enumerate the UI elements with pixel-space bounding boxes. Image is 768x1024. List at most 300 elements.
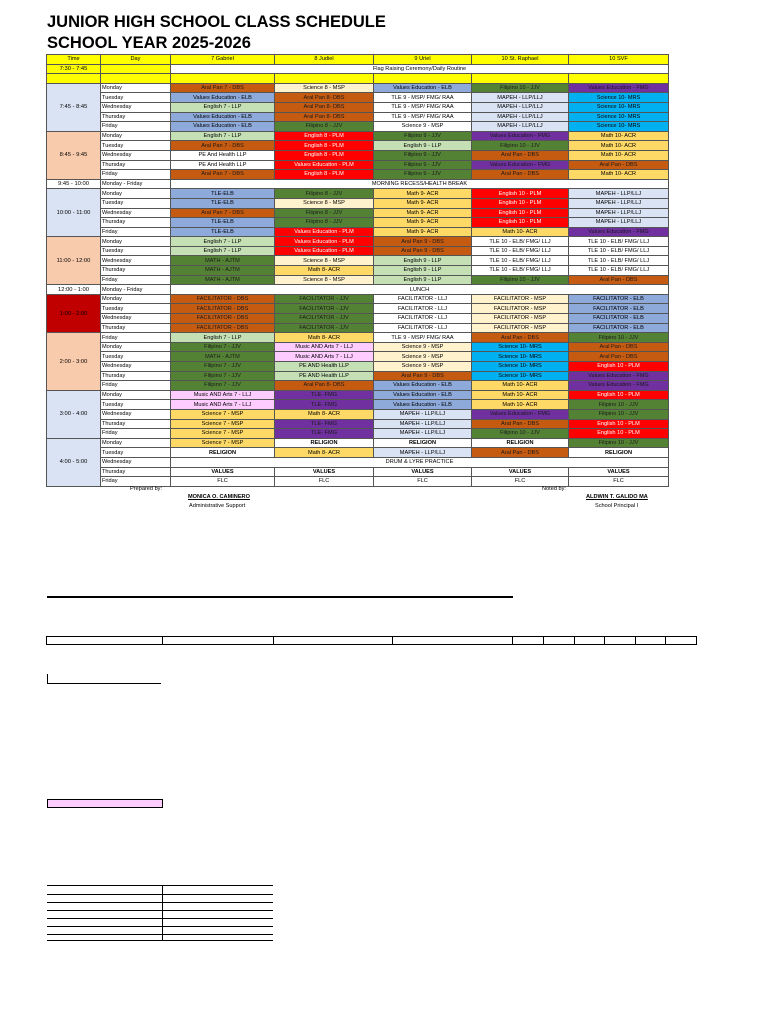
day-cell: Monday bbox=[101, 342, 171, 352]
schedule-row bbox=[47, 294, 669, 304]
subject-cell: Values Education - FMG bbox=[472, 131, 569, 141]
short-line bbox=[47, 683, 161, 684]
subject-cell: MAPEH - LLP/LLJ bbox=[472, 112, 569, 122]
day-cell: Thursday bbox=[101, 323, 171, 333]
subject-cell: Math 9- ACR bbox=[374, 189, 472, 199]
day-cell: Wednesday bbox=[101, 362, 171, 372]
subject-cell: Values Education - ELB bbox=[374, 390, 472, 400]
subject-cell: FLC bbox=[569, 477, 669, 487]
subject-cell: English 7 - LLP bbox=[171, 237, 275, 247]
day-cell: Friday bbox=[101, 333, 171, 343]
subject-cell: English 7 - LLP bbox=[171, 131, 275, 141]
subject-cell: Science 10- MRS bbox=[472, 342, 569, 352]
schedule-row bbox=[47, 323, 669, 333]
day-cell: Wednesday bbox=[101, 457, 171, 467]
subject-cell: TLE 10 - ELB/ FMG/ LLJ bbox=[569, 246, 669, 256]
time-slot-cell: 4:00 - 5:00 bbox=[47, 438, 101, 486]
subject-cell: FACILITATOR - JJV bbox=[275, 304, 374, 314]
subject-cell: Math 10- ACR bbox=[569, 150, 669, 160]
time-slot-cell: 10:00 - 11:00 bbox=[47, 189, 101, 237]
subject-cell: Aral Pan - DBS bbox=[569, 160, 669, 170]
subject-cell: TLE- FMG bbox=[275, 390, 374, 400]
subject-cell bbox=[374, 74, 472, 84]
subject-cell: Music AND Arts 7 - LLJ bbox=[275, 352, 374, 362]
subject-cell: Filipino 7 - JJV bbox=[171, 362, 275, 372]
day-cell: Tuesday bbox=[101, 352, 171, 362]
subject-cell: English 10 - PLM bbox=[569, 429, 669, 439]
divider-line bbox=[47, 596, 513, 598]
subject-cell: Math 8- ACR bbox=[275, 448, 374, 458]
subject-cell: MAPEH - LLP/LLJ bbox=[472, 122, 569, 132]
day-cell bbox=[101, 74, 171, 84]
subject-cell: RELIGION bbox=[171, 448, 275, 458]
subject-cell bbox=[171, 74, 275, 84]
subject-cell: Filipino 10 - JJV bbox=[472, 141, 569, 151]
subject-cell: FACILITATOR - ELB bbox=[569, 304, 669, 314]
subject-cell: TLE 9 - MSP/ FMG/ RAA bbox=[374, 93, 472, 103]
day-cell: Friday bbox=[101, 275, 171, 285]
subject-cell: Filipino 10 - JJV bbox=[569, 400, 669, 410]
subject-cell: TLE 10 - ELB/ FMG/ LLJ bbox=[569, 256, 669, 266]
subject-cell: FACILITATOR - JJV bbox=[275, 294, 374, 304]
subject-cell: Science 8 - MSP bbox=[275, 275, 374, 285]
subject-cell: Filipino 8 - JJV bbox=[275, 122, 374, 132]
day-cell: Thursday bbox=[101, 112, 171, 122]
schedule-row bbox=[47, 390, 669, 400]
schedule-row bbox=[47, 285, 669, 295]
subject-cell: Math 10- ACR bbox=[569, 170, 669, 180]
schedule-row bbox=[47, 237, 669, 247]
subject-cell: Science 8 - MSP bbox=[275, 198, 374, 208]
schedule-row bbox=[47, 314, 669, 324]
prepared-by-name: MONICA O. CAMINERO bbox=[188, 494, 250, 500]
empty-grid-row bbox=[46, 636, 697, 645]
schedule-row bbox=[47, 352, 669, 362]
subject-cell: MATH - AJTM bbox=[171, 256, 275, 266]
subject-cell: FACILITATOR - ELB bbox=[569, 314, 669, 324]
day-cell: Thursday bbox=[101, 467, 171, 477]
time-slot-cell: 11:00 - 12:00 bbox=[47, 237, 101, 285]
subject-cell: MAPEH - LLP/LLJ bbox=[374, 409, 472, 419]
subject-cell: FLC bbox=[472, 477, 569, 487]
subject-cell: Values Education - ELB bbox=[374, 381, 472, 391]
subject-cell: PE And Health LLP bbox=[171, 150, 275, 160]
span-cell: DRUM & LYRE PRACTICE bbox=[171, 457, 669, 467]
subject-cell: TLE 10 - ELB/ FMG/ LLJ bbox=[472, 246, 569, 256]
subject-cell: Math 8- ACR bbox=[275, 409, 374, 419]
subject-cell: Science 9 - MSP bbox=[374, 352, 472, 362]
day-cell: Monday bbox=[101, 83, 171, 93]
schedule-row bbox=[47, 477, 669, 487]
subject-cell: Filipino 8 - JJV bbox=[275, 208, 374, 218]
schedule-row bbox=[47, 246, 669, 256]
day-cell: Tuesday bbox=[101, 246, 171, 256]
subject-cell: TLE-ELB bbox=[171, 227, 275, 237]
subject-cell: FACILITATOR - DBS bbox=[171, 323, 275, 333]
span-cell: MORNING RECESS/HEALTH BREAK bbox=[171, 179, 669, 189]
day-cell: Tuesday bbox=[101, 400, 171, 410]
subject-cell: Aral Pan 9 - DBS bbox=[374, 246, 472, 256]
subject-cell: English 8 - PLM bbox=[275, 150, 374, 160]
subject-cell: Values Education - FMG bbox=[569, 371, 669, 381]
subject-cell: Aral Pan 7 - DBS bbox=[171, 83, 275, 93]
subject-cell: RELIGION bbox=[472, 438, 569, 448]
day-cell: Friday bbox=[101, 381, 171, 391]
noted-by-label: Noted by: bbox=[542, 486, 566, 492]
subject-cell: Aral Pan 9 - DBS bbox=[374, 371, 472, 381]
subject-cell: TLE- FMG bbox=[275, 429, 374, 439]
subject-cell: TLE- FMG bbox=[275, 400, 374, 410]
schedule-row bbox=[47, 304, 669, 314]
time-slot-cell: 12:00 - 1:00 bbox=[47, 285, 101, 295]
day-cell: Thursday bbox=[101, 419, 171, 429]
subject-cell: Filipino 7 - JJV bbox=[171, 381, 275, 391]
subject-cell: Filipino 8 - JJV bbox=[275, 189, 374, 199]
schedule-row bbox=[47, 160, 669, 170]
day-cell bbox=[101, 64, 171, 74]
day-cell: Monday bbox=[101, 131, 171, 141]
day-cell: Friday bbox=[101, 477, 171, 487]
subject-cell: Aral Pan 8- DBS bbox=[275, 381, 374, 391]
subject-cell: TLE 9 - MSP/ FMG/ RAA bbox=[374, 112, 472, 122]
subject-cell: Music AND Arts 7 - LLJ bbox=[171, 400, 275, 410]
subject-cell: Math 10- ACR bbox=[569, 141, 669, 151]
schedule-row bbox=[47, 131, 669, 141]
header-cell: 9 Uriel bbox=[374, 55, 472, 65]
subject-cell: Filipino 10 - JJV bbox=[472, 83, 569, 93]
class-schedule-table bbox=[46, 54, 669, 487]
day-cell: Wednesday bbox=[101, 314, 171, 324]
subject-cell: Aral Pan - DBS bbox=[472, 448, 569, 458]
subject-cell: Values Education - PLM bbox=[275, 246, 374, 256]
subject-cell: English 8 - PLM bbox=[275, 141, 374, 151]
short-line-tick bbox=[47, 674, 48, 684]
subject-cell: MAPEH - LLP/LLJ bbox=[472, 93, 569, 103]
time-slot-cell: 7:45 - 8:45 bbox=[47, 83, 101, 131]
schedule-row bbox=[47, 438, 669, 448]
schedule-row bbox=[47, 150, 669, 160]
subject-cell bbox=[472, 74, 569, 84]
subject-cell: Aral Pan - DBS bbox=[472, 333, 569, 343]
header-cell: Time bbox=[47, 55, 101, 65]
subject-cell: FLC bbox=[275, 477, 374, 487]
subject-cell: Aral Pan - DBS bbox=[472, 150, 569, 160]
subject-cell: Math 10- ACR bbox=[472, 227, 569, 237]
subject-cell: Science 10- MRS bbox=[472, 352, 569, 362]
subject-cell: Science 10- MRS bbox=[569, 112, 669, 122]
subject-cell: Aral Pan 8- DBS bbox=[275, 112, 374, 122]
subject-cell: MAPEH - LLP/LLJ bbox=[374, 429, 472, 439]
schedule-row bbox=[47, 141, 669, 151]
time-slot-cell bbox=[47, 74, 101, 84]
subject-cell: Values Education - FMG bbox=[569, 381, 669, 391]
day-cell: Wednesday bbox=[101, 150, 171, 160]
subject-cell: TLE- FMG bbox=[275, 419, 374, 429]
subject-cell: English 7 - LLP bbox=[171, 246, 275, 256]
schedule-row bbox=[47, 400, 669, 410]
subject-cell: Filipino 10 - JJV bbox=[472, 429, 569, 439]
schedule-row bbox=[47, 122, 669, 132]
subject-cell: Science 10- MRS bbox=[569, 122, 669, 132]
subject-cell: Science 8 - MSP bbox=[275, 256, 374, 266]
subject-cell: English 9 - LLP bbox=[374, 256, 472, 266]
subject-cell: Filipino 8 - JJV bbox=[275, 218, 374, 228]
subject-cell: MAPEH - LLP/LLJ bbox=[569, 218, 669, 228]
subject-cell: Values Education - FMG bbox=[472, 409, 569, 419]
subject-cell: FACILITATOR - MSP bbox=[472, 314, 569, 324]
schedule-row bbox=[47, 333, 669, 343]
subject-cell: MAPEH - LLP/LLJ bbox=[569, 189, 669, 199]
schedule-row bbox=[47, 112, 669, 122]
subject-cell: FACILITATOR - DBS bbox=[171, 304, 275, 314]
subject-cell: TLE 10 - ELB/ FMG/ LLJ bbox=[569, 266, 669, 276]
subject-cell: Filipino 9 - JJV bbox=[374, 131, 472, 141]
subject-cell: MAPEH - LLP/LLJ bbox=[374, 448, 472, 458]
subject-cell: Math 10- ACR bbox=[569, 131, 669, 141]
subject-cell: English 10 - PLM bbox=[569, 390, 669, 400]
noted-by-role: School Principal I bbox=[595, 503, 639, 509]
subject-cell bbox=[569, 74, 669, 84]
subject-cell: FACILITATOR - JJV bbox=[275, 314, 374, 324]
day-cell: Wednesday bbox=[101, 256, 171, 266]
schedule-row bbox=[47, 371, 669, 381]
subject-cell: MAPEH - LLP/LLJ bbox=[472, 102, 569, 112]
schedule-row bbox=[47, 275, 669, 285]
subject-cell: FACILITATOR - JJV bbox=[275, 323, 374, 333]
day-cell: Tuesday bbox=[101, 448, 171, 458]
day-cell: Thursday bbox=[101, 371, 171, 381]
day-cell: Monday bbox=[101, 237, 171, 247]
subject-cell: RELIGION bbox=[374, 438, 472, 448]
day-cell: Wednesday bbox=[101, 208, 171, 218]
subject-cell: PE AND Health LLP bbox=[275, 362, 374, 372]
schedule-row bbox=[47, 419, 669, 429]
pink-box bbox=[47, 799, 163, 808]
subject-cell: Science 7 - MSP bbox=[171, 419, 275, 429]
subject-cell: Aral Pan - DBS bbox=[569, 275, 669, 285]
subject-cell: English 9 - LLP bbox=[374, 266, 472, 276]
subject-cell: VALUES bbox=[569, 467, 669, 477]
time-slot-cell: 9:45 - 10:00 bbox=[47, 179, 101, 189]
subject-cell: FACILITATOR - MSP bbox=[472, 323, 569, 333]
subject-cell: Values Education - PLM bbox=[275, 160, 374, 170]
noted-by-name: ALDWIN T. GALIDO MA bbox=[586, 494, 648, 500]
subject-cell: Music AND Arts 7 - LLJ bbox=[275, 342, 374, 352]
day-cell: Tuesday bbox=[101, 198, 171, 208]
day-cell: Tuesday bbox=[101, 141, 171, 151]
subject-cell: FACILITATOR - LLJ bbox=[374, 323, 472, 333]
subject-cell: English 9 - LLP bbox=[374, 275, 472, 285]
subject-cell: Values Education - ELB bbox=[171, 112, 275, 122]
subject-cell: TLE 10 - ELB/ FMG/ LLJ bbox=[472, 256, 569, 266]
subject-cell: Math 10- ACR bbox=[472, 390, 569, 400]
subject-cell: Math 9- ACR bbox=[374, 198, 472, 208]
subject-cell: Aral Pan 7 - DBS bbox=[171, 208, 275, 218]
subject-cell: MAPEH - LLP/LLJ bbox=[374, 419, 472, 429]
subject-cell: Values Education - FMG bbox=[472, 160, 569, 170]
prepared-by-role: Administrative Support bbox=[189, 503, 246, 509]
subject-cell: Math 9- ACR bbox=[374, 227, 472, 237]
subject-cell: FACILITATOR - ELB bbox=[569, 323, 669, 333]
subject-cell: Aral Pan 8- DBS bbox=[275, 93, 374, 103]
subject-cell: Science 8 - MSP bbox=[275, 83, 374, 93]
time-slot-cell: 3:00 - 4:00 bbox=[47, 390, 101, 438]
schedule-row bbox=[47, 227, 669, 237]
subject-cell: Aral Pan 9 - DBS bbox=[374, 237, 472, 247]
schedule-title: JUNIOR HIGH SCHOOL CLASS SCHEDULE bbox=[47, 13, 386, 31]
time-slot-cell: 7:30 - 7:45 bbox=[47, 64, 101, 74]
subject-cell: Aral Pan 8- DBS bbox=[275, 102, 374, 112]
header-cell: 10 St. Raphael bbox=[472, 55, 569, 65]
schedule-row bbox=[47, 409, 669, 419]
subject-cell: MAPEH - LLP/LLJ bbox=[569, 198, 669, 208]
day-cell: Monday - Friday bbox=[101, 285, 171, 295]
subject-cell: Math 10- ACR bbox=[472, 400, 569, 410]
time-slot-cell: 2:00 - 3:00 bbox=[47, 333, 101, 391]
day-cell: Wednesday bbox=[101, 102, 171, 112]
subject-cell: Filipino 9 - JJV bbox=[374, 150, 472, 160]
schedule-row bbox=[47, 467, 669, 477]
subject-cell: TLE-ELB bbox=[171, 198, 275, 208]
subject-cell: FACILITATOR - LLJ bbox=[374, 314, 472, 324]
subject-cell: Math 8- ACR bbox=[275, 333, 374, 343]
subject-cell: PE AND Health LLP bbox=[275, 371, 374, 381]
subject-cell: PE And Health LLP bbox=[171, 160, 275, 170]
schedule-row bbox=[47, 74, 669, 84]
subject-cell: RELIGION bbox=[569, 448, 669, 458]
subject-cell: Science 10- MRS bbox=[569, 93, 669, 103]
schedule-row bbox=[47, 102, 669, 112]
schedule-row bbox=[47, 93, 669, 103]
day-cell: Thursday bbox=[101, 218, 171, 228]
subject-cell: Values Education - ELB bbox=[171, 93, 275, 103]
subject-cell: Math 9- ACR bbox=[374, 218, 472, 228]
subject-cell: Aral Pan - DBS bbox=[472, 419, 569, 429]
span-cell: Flag Raising Ceremony/Daily Routine bbox=[171, 64, 669, 74]
subject-cell: Science 10- MRS bbox=[472, 362, 569, 372]
subject-cell: Values Education - ELB bbox=[171, 122, 275, 132]
schedule-row bbox=[47, 198, 669, 208]
span-cell: LUNCH bbox=[171, 285, 669, 295]
subject-cell: Values Education - FMG bbox=[569, 227, 669, 237]
subject-cell: Values Education - ELB bbox=[374, 400, 472, 410]
subject-cell: English 10 - PLM bbox=[472, 189, 569, 199]
empty-small-table bbox=[47, 885, 273, 941]
day-cell: Monday bbox=[101, 390, 171, 400]
header-cell: 8 Judiel bbox=[275, 55, 374, 65]
subject-cell: Music AND Arts 7 - LLJ bbox=[171, 390, 275, 400]
header-cell: 7 Gabriel bbox=[171, 55, 275, 65]
schedule-row bbox=[47, 179, 669, 189]
subject-cell: English 10 - PLM bbox=[472, 218, 569, 228]
schedule-row bbox=[47, 189, 669, 199]
subject-cell: English 10 - PLM bbox=[472, 208, 569, 218]
subject-cell: English 9 - LLP bbox=[374, 141, 472, 151]
subject-cell: Filipino 9 - JJV bbox=[374, 170, 472, 180]
subject-cell: MATH - AJTM bbox=[171, 352, 275, 362]
subject-cell: MATH - AJTM bbox=[171, 275, 275, 285]
subject-cell bbox=[275, 74, 374, 84]
school-year-title: SCHOOL YEAR 2025-2026 bbox=[47, 34, 251, 52]
subject-cell: VALUES bbox=[472, 467, 569, 477]
subject-cell: Values Education - FMG bbox=[569, 83, 669, 93]
subject-cell: MATH - AJTM bbox=[171, 266, 275, 276]
subject-cell: Aral Pan 7 - DBS bbox=[171, 170, 275, 180]
schedule-row bbox=[47, 457, 669, 467]
schedule-row bbox=[47, 83, 669, 93]
subject-cell: Aral Pan - DBS bbox=[472, 170, 569, 180]
subject-cell: Science 7 - MSP bbox=[171, 438, 275, 448]
subject-cell: Science 10- MRS bbox=[569, 102, 669, 112]
subject-cell: TLE 10 - ELB/ FMG/ LLJ bbox=[569, 237, 669, 247]
subject-cell: FLC bbox=[374, 477, 472, 487]
time-slot-cell: 8:45 - 9:45 bbox=[47, 131, 101, 179]
schedule-row bbox=[47, 208, 669, 218]
schedule-row bbox=[47, 448, 669, 458]
subject-cell: English 10 - PLM bbox=[569, 419, 669, 429]
subject-cell: English 7 - LLP bbox=[171, 102, 275, 112]
subject-cell: VALUES bbox=[275, 467, 374, 477]
schedule-row bbox=[47, 266, 669, 276]
subject-cell: Filipino 7 - JJV bbox=[171, 342, 275, 352]
subject-cell: Values Education - PLM bbox=[275, 237, 374, 247]
subject-cell: Science 9 - MSP bbox=[374, 122, 472, 132]
subject-cell: FACILITATOR - MSP bbox=[472, 294, 569, 304]
subject-cell: Filipino 10 - JJV bbox=[569, 409, 669, 419]
schedule-row bbox=[47, 218, 669, 228]
subject-cell: Science 9 - MSP bbox=[374, 362, 472, 372]
subject-cell: Math 10- ACR bbox=[472, 381, 569, 391]
day-cell: Friday bbox=[101, 227, 171, 237]
schedule-row bbox=[47, 342, 669, 352]
day-cell: Tuesday bbox=[101, 93, 171, 103]
schedule-row bbox=[47, 170, 669, 180]
day-cell: Monday bbox=[101, 189, 171, 199]
day-cell: Thursday bbox=[101, 160, 171, 170]
schedule-row bbox=[47, 429, 669, 439]
prepared-by-label: Prepared by: bbox=[130, 486, 163, 492]
subject-cell: Aral Pan - DBS bbox=[569, 342, 669, 352]
subject-cell: Math 8- ACR bbox=[275, 266, 374, 276]
day-cell: Friday bbox=[101, 122, 171, 132]
day-cell: Wednesday bbox=[101, 409, 171, 419]
subject-cell: FACILITATOR - LLJ bbox=[374, 304, 472, 314]
day-cell: Thursday bbox=[101, 266, 171, 276]
subject-cell: FACILITATOR - DBS bbox=[171, 294, 275, 304]
subject-cell: Aral Pan - DBS bbox=[569, 352, 669, 362]
header-cell: 10 SVF bbox=[569, 55, 669, 65]
day-cell: Tuesday bbox=[101, 304, 171, 314]
subject-cell: Science 7 - MSP bbox=[171, 409, 275, 419]
subject-cell: TLE-ELB bbox=[171, 189, 275, 199]
subject-cell: FLC bbox=[171, 477, 275, 487]
subject-cell: TLE 10 - ELB/ FMG/ LLJ bbox=[472, 266, 569, 276]
day-cell: Monday bbox=[101, 438, 171, 448]
time-slot-cell: 1:00 - 2:00 bbox=[47, 294, 101, 332]
day-cell: Friday bbox=[101, 170, 171, 180]
subject-cell: Filipino 10 - JJV bbox=[569, 333, 669, 343]
header-cell: Day bbox=[101, 55, 171, 65]
subject-cell: English 8 - PLM bbox=[275, 170, 374, 180]
schedule-row bbox=[47, 256, 669, 266]
subject-cell: English 8 - PLM bbox=[275, 131, 374, 141]
day-cell: Friday bbox=[101, 429, 171, 439]
subject-cell: Filipino 7 - JJV bbox=[171, 371, 275, 381]
schedule-row bbox=[47, 362, 669, 372]
subject-cell: Aral Pan 7 - DBS bbox=[171, 141, 275, 151]
subject-cell: RELIGION bbox=[275, 438, 374, 448]
subject-cell: FACILITATOR - DBS bbox=[171, 314, 275, 324]
